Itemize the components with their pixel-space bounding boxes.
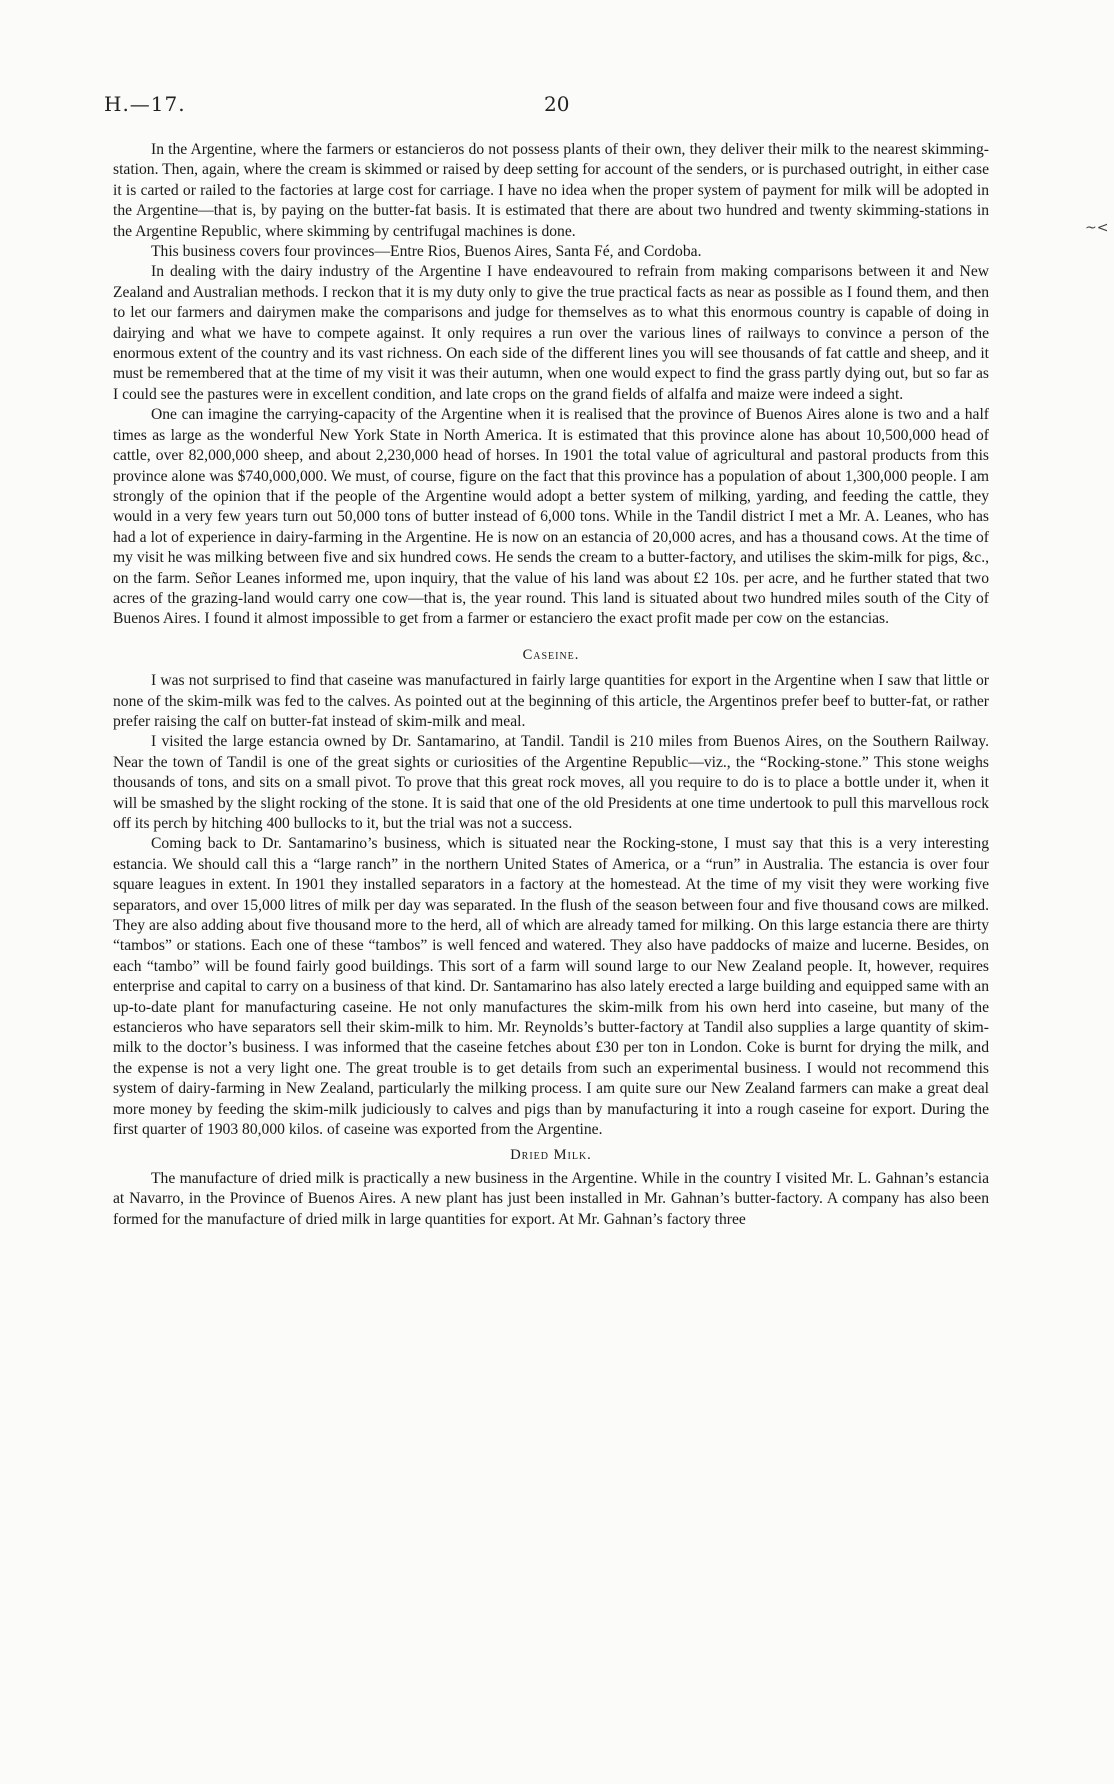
- paragraph: Coming back to Dr. Santamarino’s business, which is situated near the Rocking-stone, I must say that this is a very interesting estancia. We should call this a “large ranch” in the northern United States of America, or a “run” in Australia. The estancia is over four square leagues in extent. In 1901 they installed separators in a factory at the homestead. At the time of my visit they were working five separators, and over 15,000 litres of milk per day was separated. In the flush of the season between four and five thousand cows are milked. They are also adding about five thousand more to the herd, all of which are already tamed for milking. On this large estancia there are thirty “tambos” or stations. Each one of these “tambos” is well fenced and watered. They also have paddocks of maize and lucerne. Besides, on each “tambo” will be found fairly good buildings. This sort of a farm will sound large to our New Zealand people. It, however, requires enterprise and capital to carry on a business of that kind. Dr. Santamarino has also lately erected a large building and equipped same with an up-to-date plant for manufacturing caseine. He not only manufactures the skim-milk from his own herd into caseine, but many of the estancieros who have separators sell their skim-milk to him. Mr. Reynolds’s butter-factory at Tandil also supplies a large quantity of skim-milk to the doctor’s business. I was informed that the caseine fetches about £30 per ton in London. Coke is burnt for drying the milk, and the expense is not a very light one. The great trouble is to get details from such an experimental business. I would not recommend this system of dairy-farming in New Zealand, particularly the milking process. I am quite sure our New Zealand farmers can make a great deal more money by feeding the skim-milk judiciously to calves and pigs than by manufacturing it into a rough caseine for export. During the first quarter of 1903 80,000 kilos. of caseine was exported from the Argentine.: [113, 835, 989, 1139]
- paragraph: One can imagine the carrying-capacity of the Argentine when it is realised that the province of Buenos Aires alone is two and a half times as large as the wonderful New York State in North America. It is estimated that this province alone has about 10,500,000 head of cattle, over 82,000,000 sheep, and about 2,230,000 head of horses. In 1901 the total value of agricultural and pastoral products from this province alone was $740,000,000. We must, of course, figure on the fact that this province has a population of about 1,300,000 people. I am strongly of the opinion that if the people of the Argentine would adopt a better system of milking, yarding, and feeding the cattle, they would in a very few years turn out 50,000 tons of butter instead of 6,000 tons. While in the Tandil district I met a Mr. A. Leanes, who has had a lot of experience in dairy-farming in the Argentine. He is now on an estancia of 20,000 acres, and has a thousand cows. At the time of my visit he was milking between five and six hundred cows. He sends the cream to a butter-factory, and utilises the skim-milk for pigs, &c., on the farm. Señor Leanes informed me, upon inquiry, that the value of his land was about £2 10s. per acre, and he further stated that two acres of the grazing-land would carry one cow—that is, the year round. This land is situated about two hundred miles south of the City of Buenos Aires. I found it almost impossible to get from a farmer or estanciero the exact profit made per cow on the estancias.: [113, 406, 989, 628]
- section-heading-dried-milk: Dried Milk.: [510, 1146, 592, 1163]
- page-number: 20: [544, 92, 570, 116]
- article-body: [113, 140, 989, 1230]
- paragraph: In dealing with the dairy industry of the Argentine I have endeavoured to refrain from making comparisons between it and New Zealand and Australian methods. I reckon that it is my duty only to give the true practical facts as near as possible as I found them, and then to let our farmers and dairymen make the comparisons and judge for themselves as to what this enormous country is capable of doing in dairying and what we have to compete against. It only requires a run over the various lines of railways to convince a person of the enormous extent of the country and its vast richness. On each side of the different lines you will see thousands of fat cattle and sheep, and it must be remembered that at the time of my visit it was their autumn, when one would expect to find the grass partly dying out, but so far as I could see the pastures were in excellent condition, and late crops on the grand fields of alfalfa and maize were indeed a sight.: [113, 263, 989, 403]
- margin-mark-icon: ~<: [1085, 220, 1109, 236]
- document-reference: H.—17.: [104, 92, 186, 116]
- section-heading-caseine: Caseine.: [522, 646, 580, 663]
- paragraph: I visited the large estancia owned by Dr. Santamarino, at Tandil. Tandil is 210 miles from Buenos Aires, on the Southern Railway. Near the town of Tandil is one of the great sights or curiosities of the Argentine Republic—viz., the “Rocking-stone.” This stone weighs thousands of tons, and sits on a small pivot. To prove that this great rock moves, all you require to do is to place a bottle under it, when it will be smashed by the slight rocking of the stone. It is said that one of the old Presidents at one time undertook to pull this marvellous rock off its perch by hitching 400 bullocks to it, but the trial was not a success.: [113, 733, 989, 832]
- paragraph: I was not surprised to find that caseine was manufactured in fairly large quantities for export in the Argentine when I saw that little or none of the skim-milk was fed to the calves. As pointed out at the beginning of this article, the Argentinos prefer beef to butter-fat, or rather prefer raising the calf on butter-fat instead of skim-milk and meal.: [113, 672, 989, 730]
- paragraph: This business covers four provinces—Entre Rios, Buenos Aires, Santa Fé, and Cordoba.: [151, 243, 702, 261]
- paragraph: In the Argentine, where the farmers or estancieros do not possess plants of their own, they deliver their milk to the nearest skimming-station. Then, again, where the cream is skimmed or raised by deep setting for account of the senders, or is purchased outright, in either case it is carted or railed to the factories at large cost for carriage. I have no idea when the proper system of payment for milk will be adopted in the Argentine—that is, by paying on the butter-fat basis. It is estimated that there are about two hundred and twenty skimming-stations in the Argentine Republic, where skimming by centrifugal machines is done.: [113, 141, 989, 240]
- page-header: [104, 92, 1004, 122]
- paragraph: The manufacture of dried milk is practically a new business in the Argentine. While in the country I visited Mr. L. Gahnan’s estancia at Navarro, in the Province of Buenos Aires. A new plant has just been installed in Mr. Gahnan’s butter-factory. A company has also been formed for the manufacture of dried milk in large quantities for export. At Mr. Gahnan’s factory three: [113, 1169, 989, 1228]
